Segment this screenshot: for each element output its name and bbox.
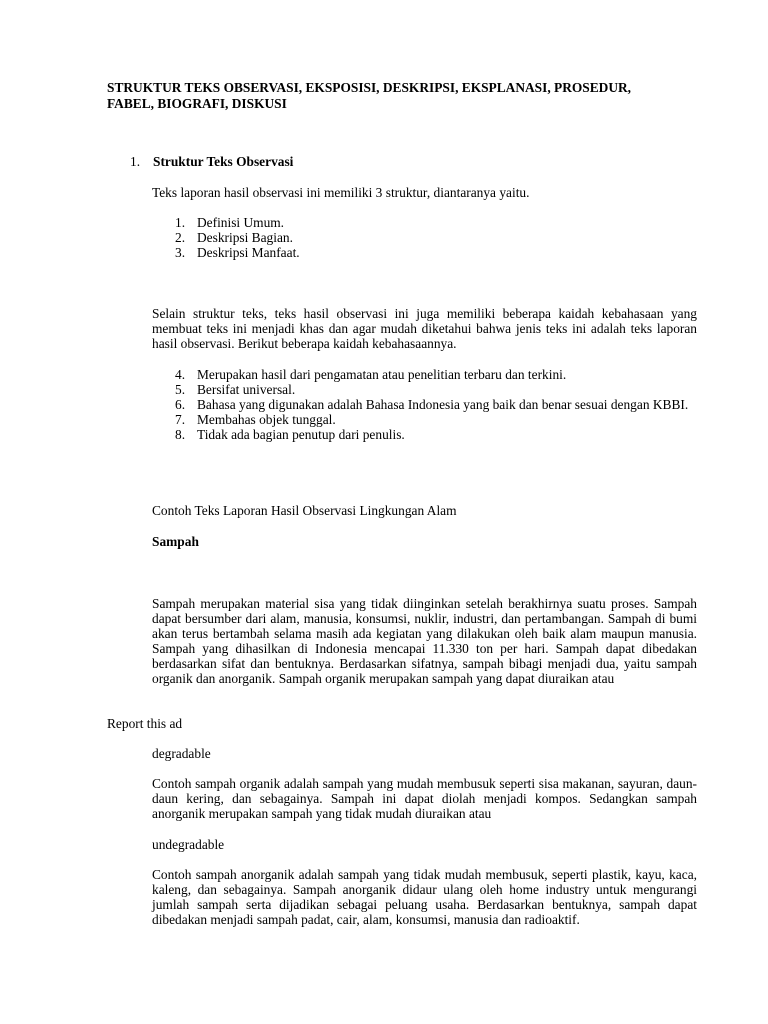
list-item: 2. Deskripsi Bagian. [175,230,293,245]
kaidah-list [175,367,697,442]
undegradable-word: undegradable [152,837,225,852]
section-number: 1. [130,154,141,169]
degradable-word: degradable [152,746,211,761]
anorganik-paragraph: Contoh sampah anorganik adalah sampah yang tidak mudah membusuk, seperti plastik, kayu, kaca, kaleng, dan sebagainya. Sampah anorganik didaur ulang oleh home industry untuk mengurangi jumlah sampah serta dijadikan sebagai peluang usaha. Berdasarkan bentuknya, sampah dapat dibedakan menjadi sampah padat, cair, alam, konsumsi, manusia dan radioaktif. [152,867,697,927]
list-item: 3. Deskripsi Manfaat. [175,245,300,260]
section-label: Struktur Teks Observasi [153,154,294,169]
list-item: 5. Bersifat universal. [175,382,296,397]
list-item: 7. Membahas objek tunggal. [175,412,336,427]
structure-list [175,215,697,260]
list-item: 1. Definisi Umum. [175,215,285,230]
list-item: 8. Tidak ada bagian penutup dari penulis. [175,427,405,442]
list-item: 4. Merupakan hasil dari pengamatan atau penelitian terbaru dan terkini. [175,367,567,382]
example-title: Sampah [152,534,199,549]
document-title: STRUKTUR TEKS OBSERVASI, EKSPOSISI, DESKRIPSI, EKSPLANASI, PROSEDUR, FABEL, BIOGRAFI, DISKUSI [107,80,632,111]
example-heading: Contoh Teks Laporan Hasil Observasi Lingkungan Alam [152,503,457,518]
sampah-paragraph: Sampah merupakan material sisa yang tidak diinginkan setelah berakhirnya suatu proses. Sampah dapat bersumber dari alam, manusia, konsumsi, nuklir, industri, dan pertambangan. Sampah di bumi akan terus bertambah selama masih ada kegiatan yang dilakukan oleh baik alam maupun manusia. Sampah yang dihasilkan di Indonesia mencapai 11.330 ton per hari. Sampah dapat dibedakan berdasarkan sifat dan bentuknya. Berdasarkan sifatnya, sampah bibagi menjadi dua, yaitu sampah organik dan anorganik. Sampah organik merupakan sampah yang dapat diuraikan atau [152,596,697,686]
report-ad-link[interactable]: Report this ad [107,716,183,731]
intro-paragraph: Teks laporan hasil observasi ini memiliki 3 struktur, diantaranya yaitu. [152,185,530,200]
organik-paragraph: Contoh sampah organik adalah sampah yang mudah membusuk seperti sisa makanan, sayuran, daun-daun kering, dan sebagainya. Sampah ini dapat diolah menjadi kompos. Sedangkan sampah anorganik merupakan sampah yang tidak mudah diuraikan atau [152,776,697,821]
list-item: 6. Bahasa yang digunakan adalah Bahasa Indonesia yang baik dan benar sesuai dengan KBBI. [175,397,689,412]
kaidah-paragraph: Selain struktur teks, teks hasil observasi ini juga memiliki beberapa kaidah kebahasaan yang membuat teks ini menjadi khas dan agar mudah diketahui bahwa jenis teks ini adalah teks laporan hasil observasi. Berikut beberapa kaidah kebahasaannya. [152,306,697,351]
